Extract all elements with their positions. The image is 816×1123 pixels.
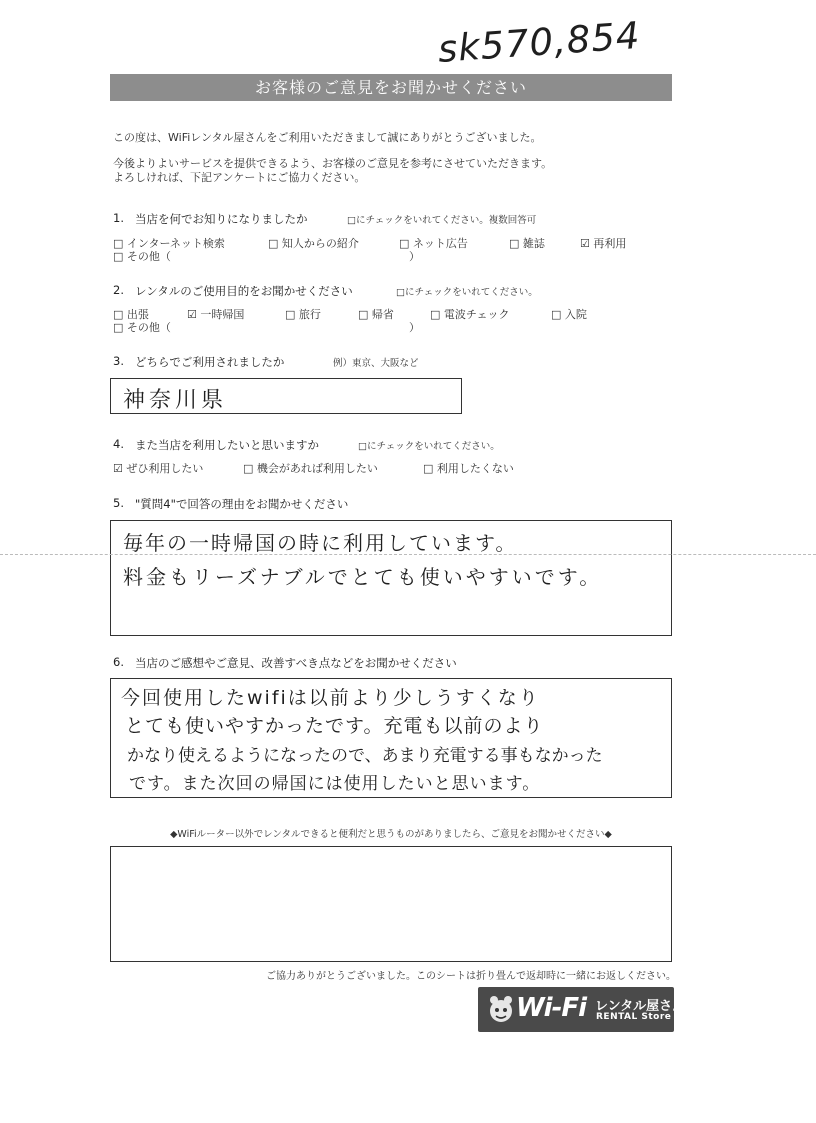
q1-number: 1. bbox=[113, 211, 124, 225]
q1-note: □にチェックをいれてください。複数回答可 bbox=[347, 215, 537, 226]
q2-other-close: ） bbox=[409, 321, 420, 334]
q1-option-acquaintance[interactable]: □ 知人からの紹介 bbox=[268, 237, 359, 250]
q2-option-temporary-return-checked[interactable]: ☑ 一時帰国 bbox=[187, 308, 245, 321]
q2-option-hospitalization[interactable]: □ 入院 bbox=[551, 308, 587, 321]
q6-handwritten-line-2: とても使いやすかったです。充電も以前のより bbox=[125, 715, 544, 737]
logo-wifi-text: Wi-Fi bbox=[516, 993, 587, 1023]
q2-option-signal-check[interactable]: □ 電波チェック bbox=[430, 308, 510, 321]
q4-label: また当店を利用したいと思いますか bbox=[135, 438, 319, 452]
q3-label: どちらでご利用されましたか bbox=[135, 355, 285, 369]
q2-number: 2. bbox=[113, 283, 124, 297]
q6-handwritten-line-3: かなり使えるようになったので、あまり充電する事もなかった bbox=[127, 746, 603, 766]
q3-handwritten-answer: 神奈川県 bbox=[123, 388, 228, 413]
q4-note: □にチェックをいれてください。 bbox=[358, 441, 500, 452]
fold-line bbox=[0, 554, 816, 555]
logo-japanese-text: レンタル屋さん bbox=[595, 999, 686, 1014]
q5-number: 5. bbox=[113, 496, 124, 510]
q2-label: レンタルのご使用目的をお聞かせください bbox=[135, 284, 353, 298]
q5-handwritten-line-1: 毎年の一時帰国の時に利用しています。 bbox=[123, 531, 518, 555]
q4-option-if-opportunity[interactable]: □ 機会があれば利用したい bbox=[243, 462, 378, 475]
q2-option-homecoming[interactable]: □ 帰省 bbox=[358, 308, 394, 321]
q6-handwritten-line-4: です。また次回の帰国には使用したいと思います。 bbox=[129, 774, 541, 794]
q5-answer-box[interactable] bbox=[110, 520, 672, 636]
q6-answer-box[interactable] bbox=[110, 678, 672, 798]
q4-number: 4. bbox=[113, 437, 124, 451]
intro-line-1: この度は、WiFiレンタル屋さんをご利用いただきまして誠にありがとうございました。 bbox=[113, 131, 542, 144]
q1-option-magazine[interactable]: □ 雑誌 bbox=[509, 237, 545, 250]
q5-label: "質問4"で回答の理由をお聞かせください bbox=[135, 497, 349, 511]
survey-title: お客様のご意見をお聞かせください bbox=[110, 74, 672, 101]
q1-option-internet-search[interactable]: □ インターネット検索 bbox=[113, 237, 225, 250]
handwritten-serial-number: sk570,854 bbox=[436, 13, 642, 71]
q2-note: □にチェックをいれてください。 bbox=[396, 287, 538, 298]
q4-option-definitely-checked[interactable]: ☑ ぜひ利用したい bbox=[113, 462, 204, 475]
q6-label: 当店のご感想やご意見、改善すべき点などをお聞かせください bbox=[135, 656, 457, 670]
q2-option-business-trip[interactable]: □ 出張 bbox=[113, 308, 149, 321]
q2-option-travel[interactable]: □ 旅行 bbox=[285, 308, 321, 321]
logo-english-text: RENTAL Store bbox=[596, 1012, 672, 1022]
q3-answer-box[interactable] bbox=[110, 378, 462, 414]
q1-option-other[interactable]: □ その他（ bbox=[113, 250, 171, 263]
q3-number: 3. bbox=[113, 354, 124, 368]
intro-line-2: 今後よりよいサービスを提供できるよう、お客様のご意見を参考にさせていただきます。 bbox=[113, 157, 553, 170]
footer-thanks: ご協力ありがとうございました。このシートは折り畳んで返却時に一緒にお返しください。 bbox=[266, 971, 676, 982]
intro-line-3: よろしければ、下記アンケートにご協力ください。 bbox=[113, 171, 366, 184]
q7-label: ◆WiFiルーター以外でレンタルできると便利だと思うものがありましたら、ご意見をお聞かせください◆ bbox=[170, 829, 612, 840]
q6-number: 6. bbox=[113, 655, 124, 669]
q6-handwritten-line-1: 今回使用したwifiは以前より少しうすくなり bbox=[121, 687, 540, 709]
q1-option-net-ad[interactable]: □ ネット広告 bbox=[399, 237, 468, 250]
q2-option-other[interactable]: □ その他（ bbox=[113, 321, 171, 334]
q4-option-no[interactable]: □ 利用したくない bbox=[423, 462, 514, 475]
q3-note: 例）東京、大阪など bbox=[333, 358, 419, 369]
q1-option-reuse-checked[interactable]: ☑ 再利用 bbox=[580, 237, 627, 250]
q1-other-close: ） bbox=[409, 250, 420, 263]
q7-answer-box[interactable] bbox=[110, 846, 672, 962]
mascot-icon bbox=[484, 992, 518, 1026]
q1-label: 当店を何でお知りになりましたか bbox=[135, 212, 308, 226]
q5-handwritten-line-2: 料金もリーズナブルでとても使いやすいです。 bbox=[123, 565, 603, 589]
